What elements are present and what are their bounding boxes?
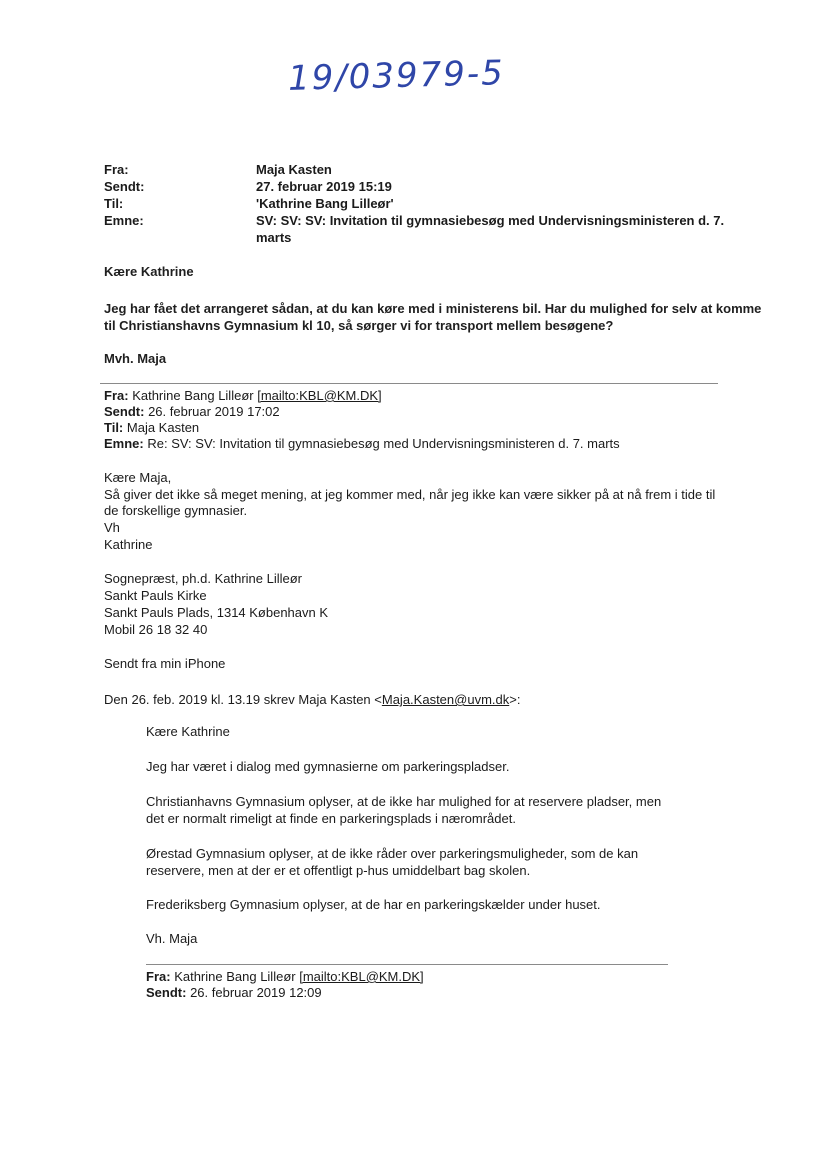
- to-label: Til:: [104, 196, 124, 211]
- from-label: Fra:: [104, 162, 129, 177]
- msg2-to-label: Til:: [104, 420, 124, 435]
- msg1-body-line2: til Christianshavns Gymnasium kl 10, så sørger vi for transport mellem besøgene?: [104, 318, 614, 333]
- msg2-subject: [104, 436, 620, 452]
- signature-line1: Sognepræst, ph.d. Kathrine Lilleør: [104, 571, 302, 586]
- divider: [100, 383, 718, 384]
- quote-p3-line2: reservere, men at der er et offentligt p-hus umiddelbart bag skolen.: [146, 863, 531, 878]
- quote-divider: [146, 964, 668, 965]
- msg2-name: Kathrine: [104, 537, 153, 552]
- msg2-to-value: Maja Kasten: [126, 420, 200, 435]
- subject-label: Emne:: [104, 213, 144, 228]
- quote-p2-line2: det er normalt rimeligt at finde en parkeringsplads i nærområdet.: [146, 811, 516, 826]
- quote-p3-line1: Ørestad Gymnasium oplyser, at de ikke råder over parkeringsmuligheder, som de kan: [146, 846, 639, 861]
- msg2-to: [104, 420, 199, 436]
- msg2-from: [104, 388, 382, 404]
- case-number-stamp: 19/03979-5: [287, 53, 506, 99]
- quote-signoff: Vh. Maja: [146, 931, 198, 946]
- msg3-sent-label: Sendt:: [146, 985, 187, 1000]
- from-value: Maja Kasten: [256, 162, 332, 177]
- msg1-greeting: Kære Kathrine: [104, 264, 194, 279]
- sent-value: 27. februar 2019 15:19: [256, 179, 392, 194]
- signature-line3: Sankt Pauls Plads, 1314 København K: [104, 605, 329, 620]
- quote-intro-text: Den 26. feb. 2019 kl. 13.19 skrev Maja Kasten <: [104, 692, 382, 707]
- signature-line4: Mobil 26 18 32 40: [104, 622, 208, 637]
- quote-greeting: Kære Kathrine: [146, 724, 230, 739]
- msg3-from-label: Fra:: [146, 969, 171, 984]
- msg1-body-line1: Jeg har fået det arrangeret sådan, at du kan køre med i ministerens bil. Har du mulighed for selv at komme: [104, 301, 762, 316]
- quote-p4: Frederiksberg Gymnasium oplyser, at de har en parkeringskælder under huset.: [146, 897, 601, 912]
- msg3-sent-value: 26. februar 2019 12:09: [190, 985, 322, 1000]
- msg2-from-label: Fra:: [104, 388, 129, 403]
- msg1-signoff: Mvh. Maja: [104, 351, 167, 366]
- msg2-sent-value: 26. februar 2019 17:02: [148, 404, 280, 419]
- msg2-sent-label: Sendt:: [104, 404, 145, 419]
- subject-value-line2: marts: [256, 230, 292, 245]
- sent-label: Sendt:: [104, 179, 145, 194]
- signature-line2: Sankt Pauls Kirke: [104, 588, 207, 603]
- msg2-subject-value: Re: SV: SV: Invitation til gymnasiebesøg med Undervisningsministeren d. 7. marts: [147, 436, 620, 451]
- msg2-from-value: Kathrine Bang Lilleør: [132, 388, 254, 403]
- msg2-body-line2: de forskellige gymnasier.: [104, 503, 248, 518]
- msg2-vh: Vh: [104, 520, 120, 535]
- msg3-from-value: Kathrine Bang Lilleør: [174, 969, 296, 984]
- msg3-from-link[interactable]: [mailto:KBL@KM.DK]: [299, 969, 424, 984]
- quote-intro-end: >:: [509, 692, 521, 707]
- msg3-sent: [146, 985, 322, 1001]
- quote-p2-line1: Christianhavns Gymnasium oplyser, at de ikke har mulighed for at reservere pladser, men: [146, 794, 662, 809]
- quote-email-link[interactable]: Maja.Kasten@uvm.dk: [381, 692, 510, 707]
- msg2-sent: [104, 404, 280, 420]
- msg2-subject-label: Emne:: [104, 436, 144, 451]
- sent-from-iphone: Sendt fra min iPhone: [104, 656, 226, 671]
- quote-p1: Jeg har været i dialog med gymnasierne om parkeringspladser.: [146, 759, 510, 774]
- msg3-from: [146, 969, 424, 985]
- msg2-body-line1: Så giver det ikke så meget mening, at jeg kommer med, når jeg ikke kan være sikker på at nå frem i tide til: [104, 487, 716, 502]
- msg2-greeting: Kære Maja,: [104, 470, 172, 485]
- msg2-from-link[interactable]: [mailto:KBL@KM.DK]: [257, 388, 382, 403]
- to-value: 'Kathrine Bang Lilleør': [256, 196, 394, 211]
- quote-intro: [104, 692, 520, 708]
- subject-value-line1: SV: SV: SV: Invitation til gymnasiebesøg med Undervisningsministeren d. 7.: [256, 213, 725, 228]
